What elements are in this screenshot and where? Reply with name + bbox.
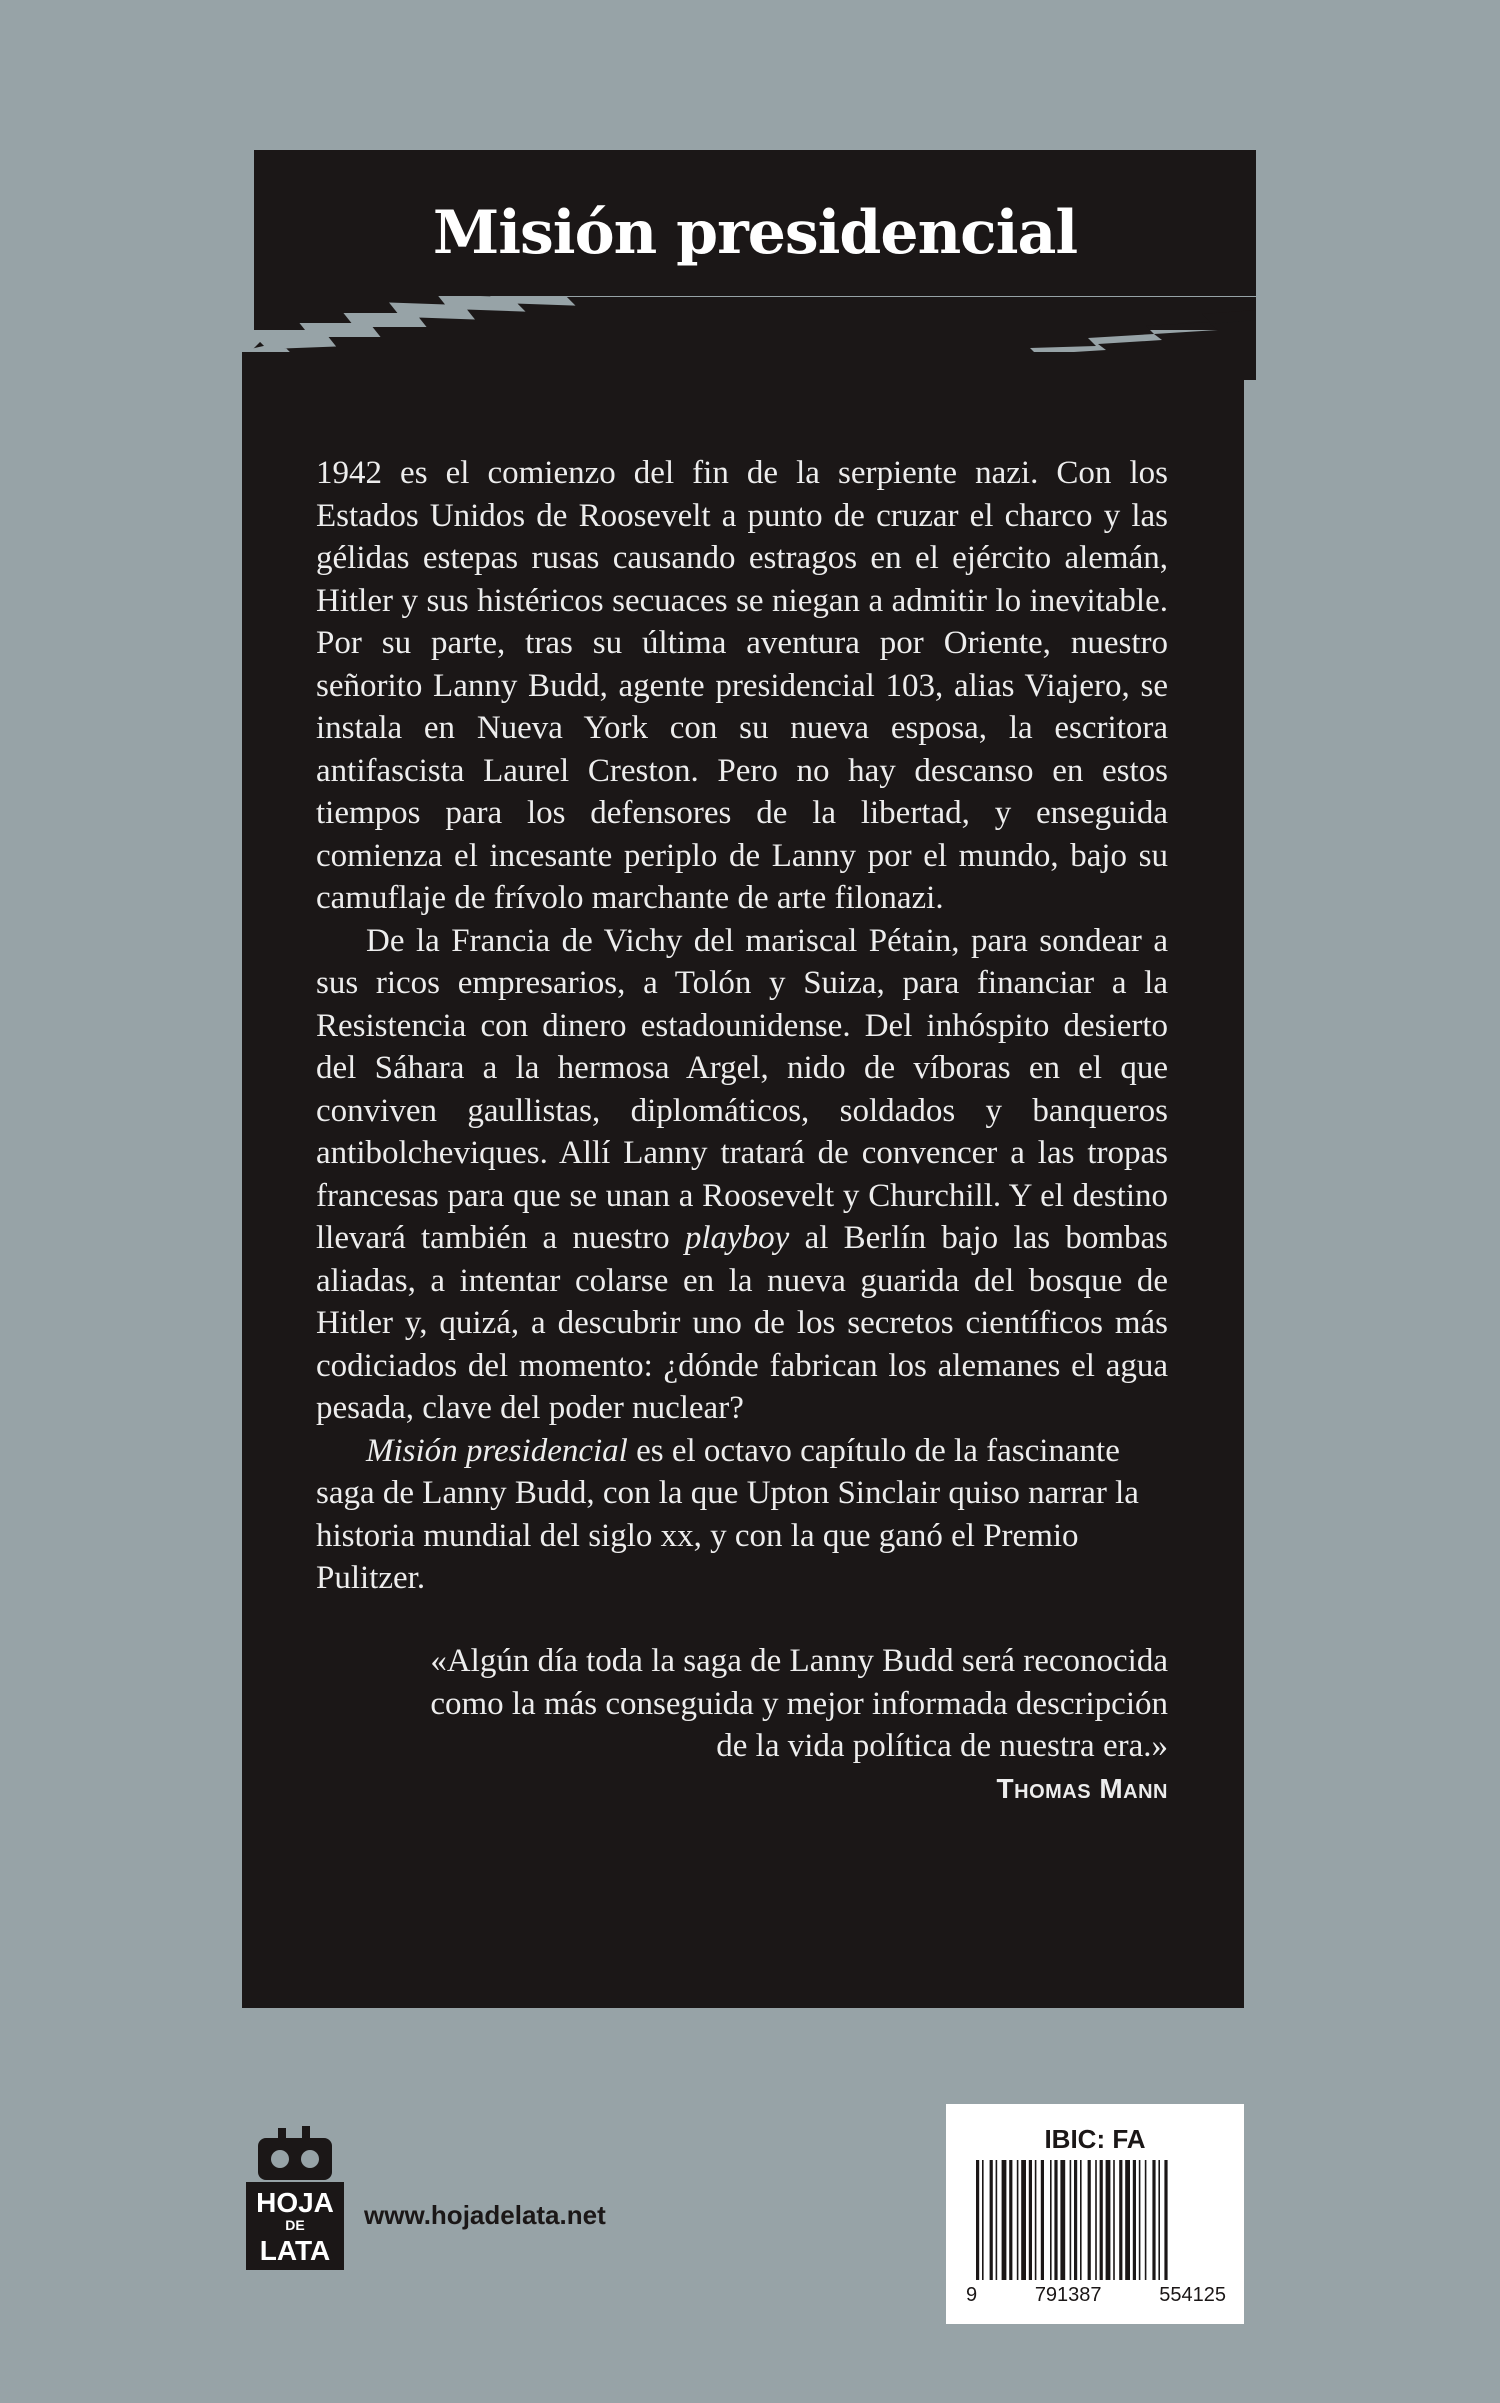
paragraph-text: 1942 es el comienzo del fin de la serpiente nazi. Con los Estados Unidos de Roosevelt a punto de cruzar el charco y las gélidas estepas rusas causando estragos en el ejército alemán, Hitler y sus histéricos secuaces se niegan a admitir lo inevitable. Por su parte, tras su última aventura por Oriente, nuestro señorito Lanny Budd, agente presidencial 103, alias Viajero, se instala en Nueva York con su nueva esposa, la escritora antifascista Laurel Creston. Pero no hay descanso en estos tiempos para los defensores de la libertad, y enseguida comienza el incesante periplo de Lanny por el mundo, bajo su camuflaje de frívolo marchante de arte filonazi. [316,455,1168,916]
quote-line: «Algún día toda la saga de Lanny Budd será reconocida [430,1643,1168,1679]
ibic-code: IBIC: FA [1044,2124,1146,2154]
publisher-logo [244,2126,346,2272]
paragraph-text: al Berlín bajo las bombas aliadas, a intentar colarse en la nueva guarida del bosque de Hitler y, quizá, a descubrir uno de los secretos científicos más codiciados del momento: ¿dónde fabrican los alemanes el agua pesada, clave del poder nuclear? [316,1220,1168,1426]
quote-line: de la vida política de nuestra era.» [716,1728,1168,1764]
isbn-group: 791387 [1034,2284,1102,2306]
italic-text: Misión presidencial [366,1432,628,1469]
isbn-group: 554125 [1159,2284,1226,2306]
italic-text: playboy [684,1220,790,1256]
logo-text-hoja: HOJA [256,2187,334,2218]
publisher-website: www.hojadelata.net [364,2200,606,2230]
paragraph-text: es el octavo capítulo de la fascinante saga de Lanny Budd, con la que Upton Sinclair quiso narrar la historia mundial del siglo xx, y con la que ganó el Premio Pulitzer. [316,1432,1139,1596]
paragraph-text: De la Francia de Vichy del mariscal Pétain, para sondear a sus ricos empresarios, a Tolón y Suiza, para financiar a la Resistencia con dinero estadounidense. Del inhóspito desierto del Sáhara a la hermosa Argel, nido de víboras en el que conviven gaullistas, diplomáticos, soldados y banqueros antibolcheviques. Allí Lanny tratará de convencer a las tropas francesas para que se unan a Roosevelt y Churchill. Y el destino llevará también a nuestro [316,922,1168,1256]
synopsis-paragraph-2 [316,920,1168,1430]
synopsis-paragraph-3 [316,1430,1168,1600]
barcode-label [946,2104,1244,2324]
isbn-group: 9 [966,2284,978,2306]
synopsis [316,452,1168,1600]
logo-text-lata: LATA [259,2235,331,2266]
logo-text-de: DE [285,2217,305,2233]
barcode-icon [976,2160,1216,2280]
quote-line: como la más conseguida y mejor informada descripción [430,1685,1168,1722]
isbn-number [966,2284,1226,2307]
quote-block [316,1640,1168,1810]
quote-author: Thomas Mann [996,1772,1168,1804]
synopsis-paragraph-1 [316,452,1168,920]
book-title: Misión presidencial [432,198,1078,268]
